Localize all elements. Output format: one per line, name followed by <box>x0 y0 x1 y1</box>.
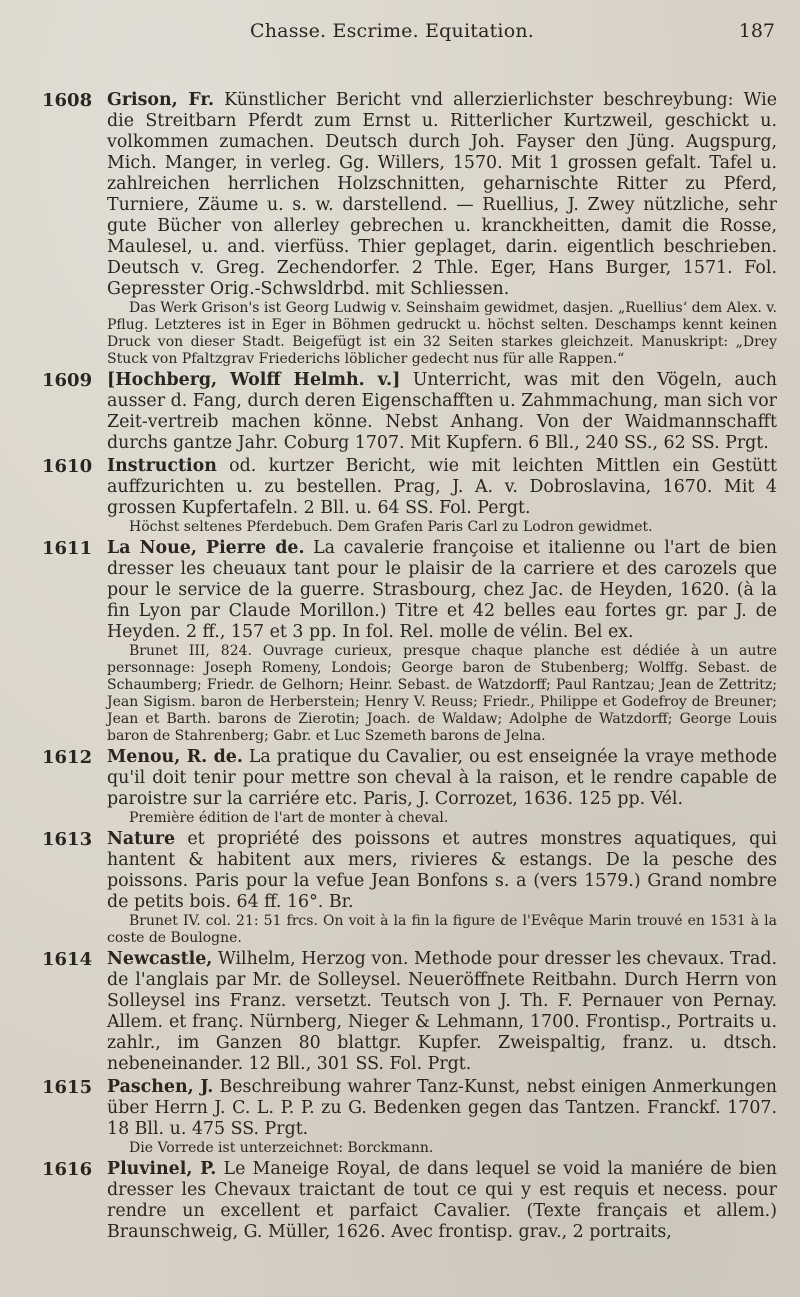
entry-note: Brunet III, 824. Ouvrage curieux, presque chaque planche est dédiée à un autre personnage: Joseph Romeny, Londois; George baron de Stubenberg; Wolffg. Sebast. de Schaumberg; Friedr. de Gelhorn; Heinr. Sebast. de Watzdorff; Paul Rantzau; Jean de Zettritz; Jean Sigism. baron de Herberstein; Henry V. Reuss; Friedr., Philippe et Godefroy de Breuner; Jean et Barth. barons de Zierotin; Joach. de Waldaw; Adolphe de Watzdorff; George Louis baron de Stahrenberg; Gabr. et Luc Szemeth barons de Jelna. <box>107 643 777 744</box>
catalogue-entry <box>0 829 800 947</box>
entry-author: Menou, R. de. <box>107 747 243 767</box>
entry-author: Nature <box>107 829 176 849</box>
entry-author: Paschen, J. <box>107 1077 214 1097</box>
entry-author: Pluvinel, P. <box>107 1159 217 1179</box>
entry-number: 1608 <box>42 90 93 111</box>
catalogue-entry <box>0 370 800 454</box>
running-head: Chasse. Escrime. Equitation. <box>250 20 535 42</box>
entry-text: Wilhelm, Herzog von. Methode pour dresser les chevaux. Trad. de l'anglais par Mr. de Solleysel. Neueröffnete Reitbahn. Durch Herrn von Solleysel ins Franz. versetzt. Teutsch von J. Th. F. Pernauer von Pernay. Allem. et franç. Nürnberg, Nieger & Lehmann, 1700. Frontisp., Portraits u. zahlr., im Ganzen 80 blattgr. Kupfer. Zweispaltig, franz. u. dtsch. nebeneinander. 12 Bll., 301 SS. Fol. Prgt. <box>107 949 777 1074</box>
entry-number: 1615 <box>42 1077 93 1098</box>
entry-number: 1612 <box>42 747 93 768</box>
catalogue-entry <box>0 1077 800 1157</box>
entry-author: La Noue, Pierre de. <box>107 538 305 558</box>
entry-text: La pratique du Cavalier, ou est enseignée la vraye methode qu'il doit tenir pour mettre son cheval à la raison, et le rendre capable de paroistre sur la carriére etc. Paris, J. Corrozet, 1636. 125 pp. Vél. <box>107 747 777 809</box>
entry-note: Die Vorrede ist unterzeichnet: Borckmann. <box>129 1140 434 1156</box>
entry-author: Instruction <box>107 456 217 476</box>
catalogue-entry <box>0 949 800 1075</box>
entry-text: et propriété des poissons et autres monstres aquatiques, qui hantent & habitent aux mers, rivieres & estangs. De la pesche des poissons. Paris pour la vefue Jean Bonfons s. a (vers 1579.) Grand nombre de petits bois. 64 ff. 16°. Br. <box>107 829 777 912</box>
entry-text: Beschreibung wahrer Tanz-Kunst, nebst einigen Anmerkungen über Herrn J. C. L. P. P. zu G. Bedenken gegen das Tantzen. Franckf. 1707. 18 Bll. u. 475 SS. Prgt. <box>107 1077 777 1139</box>
entry-number: 1613 <box>42 829 93 850</box>
catalogue-entry <box>0 747 800 827</box>
entry-list <box>0 90 800 1245</box>
entry-author: Grison, Fr. <box>107 90 215 110</box>
entry-text: Künstlicher Bericht vnd allerzierlichster beschreybung: Wie die Streitbarn Pferdt zum Ernst u. Ritterlicher Kurtzweil, geschickt u. volkommen zumachen. Deutsch durch Joh. Fayser den Jüng. Augspurg, Mich. Manger, in verleg. Gg. Willers, 1570. Mit 1 grossen gefalt. Tafel u. zahlreichen herrlichen Holzschnitten, geharnischte Ritter zu Pferd, Turniere, Zäume u. s. w. darstellend. — Ruellius, J. Zwey nützliche, sehr gute Bücher von allerley gebrechen u. kranckheitten, damit die Rosse, Maulesel, u. and. vierfüss. Thier geplaget, darin. eigentlich beschrieben. Deutsch v. Greg. Zechendorfer. 2 Thle. Eger, Hans Burger, 1571. Fol. Gepresster Orig.-Schwsldrbd. mit Schliessen. <box>107 90 777 299</box>
entry-author: Newcastle, <box>107 949 213 969</box>
entry-note: Höchst seltenes Pferdebuch. Dem Grafen Paris Carl zu Lodron gewidmet. <box>129 519 653 535</box>
entry-text: Unterricht, was mit den Vögeln, auch ausser d. Fang, durch deren Eigenschafften u. Zahmmachung, man sich vor Zeit-vertreib machen könne. Nebst Anhang. Von der Waidmannschafft durchs gantze Jahr. Coburg 1707. Mit Kupfern. 6 Bll., 240 SS., 62 SS. Prgt. <box>107 370 778 453</box>
entry-number: 1610 <box>42 456 93 477</box>
entry-number: 1611 <box>42 538 93 559</box>
page-number: 187 <box>738 20 775 42</box>
catalogue-entry <box>0 538 800 745</box>
catalogue-entry <box>0 1159 800 1243</box>
catalogue-entry <box>0 456 800 536</box>
entry-note: Brunet IV. col. 21: 51 frcs. On voit à la fin la figure de l'Evêque Marin trouvé en 1531 à la coste de Boulogne. <box>107 913 777 946</box>
entry-text: Le Maneige Royal, de dans lequel se void la maniére de bien dresser les Chevaux traictant de tout ce qui y est requis et necess. pour rendre un excellent et parfaict Cavalier. (Texte français et allem.) Braunschweig, G. Müller, 1626. Avec frontisp. grav., 2 portraits, <box>107 1159 777 1242</box>
entry-note: Das Werk Grison's ist Georg Ludwig v. Seinshaim gewidmet, dasjen. „Ruellius‘ dem Alex. v. Pflug. Letzteres ist in Eger in Böhmen gedruckt u. höchst selten. Deschamps kennt keinen Druck von dieser Stadt. Beigefügt ist ein 32 Seiten starkes gleichzeit. Manuskript: „Drey Stuck von Pfaltzgrav Friederichs löblicher gedecht nus für alle Rappen.“ <box>107 300 777 367</box>
entry-text: od. kurtzer Bericht, wie mit leichten Mittlen ein Gestütt auffzurichten u. zu bestellen. Prag, J. A. v. Dobroslavina, 1670. Mit 4 grossen Kupfertafeln. 2 Bll. u. 64 SS. Fol. Pergt. <box>107 456 777 518</box>
entry-author: [Hochberg, Wolff Helmh. v.] <box>107 370 401 390</box>
entry-number: 1614 <box>42 949 93 970</box>
entry-number: 1616 <box>42 1159 93 1180</box>
entry-note: Première édition de l'art de monter à cheval. <box>129 810 449 826</box>
entry-number: 1609 <box>42 370 93 391</box>
entry-text: La cavalerie françoise et italienne ou l'art de bien dresser les cheuaux tant pour le plaisir de la carriere et des carozels que pour le service de la guerre. Strasbourg, chez Jac. de Heyden, 1620. (à la fin Lyon par Claude Morillon.) Titre et 42 belles eau fortes gr. par J. de Heyden. 2 ff., 157 et 3 pp. In fol. Rel. molle de vélin. Bel ex. <box>107 538 777 642</box>
page-header <box>0 12 800 52</box>
catalogue-entry <box>0 90 800 368</box>
